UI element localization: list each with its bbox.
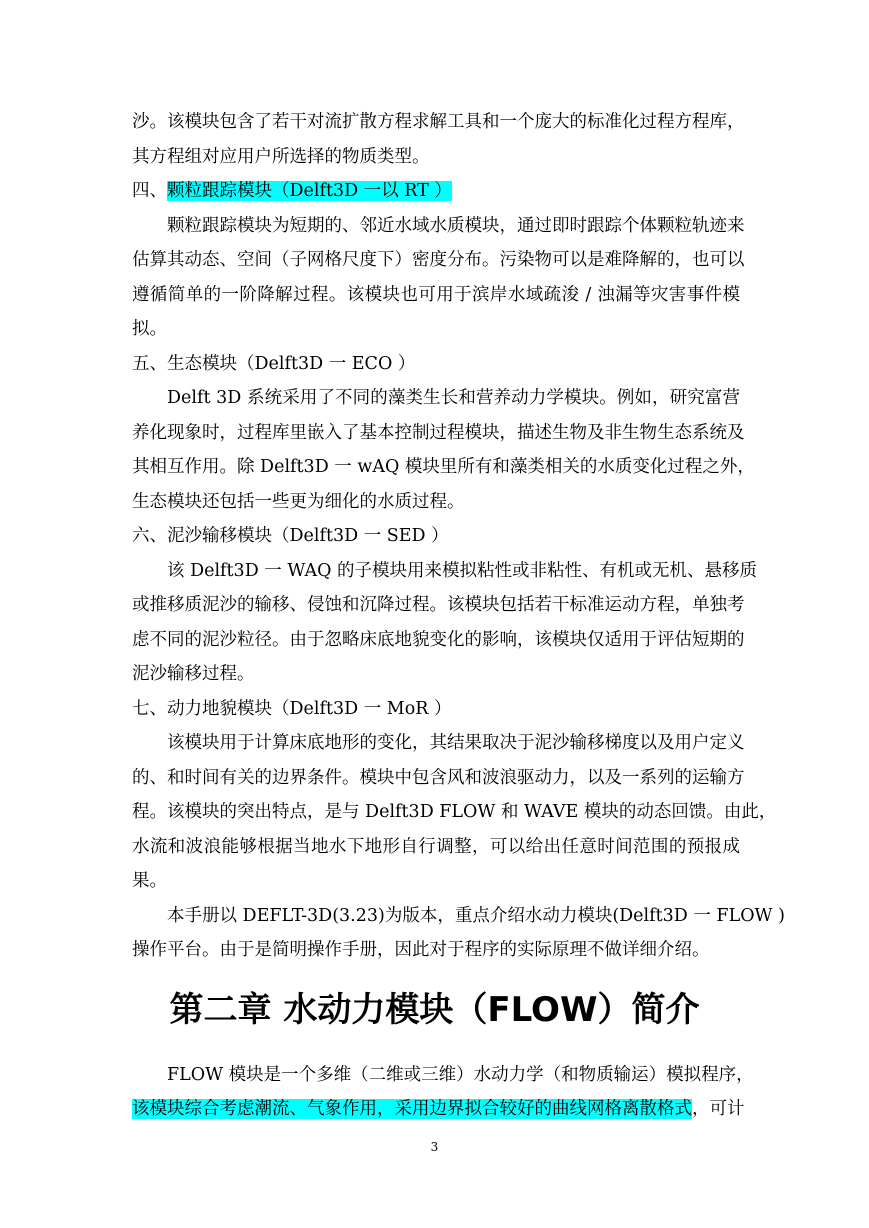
paragraph-line: 果。 xyxy=(132,871,167,891)
paragraph-line: 水流和波浪能够根据当地水下地形自行调整，可以给出任意时间范围的预报成 xyxy=(132,837,740,857)
paragraph-line: 本手册以 DEFLT-3D(3.23)为版本，重点介绍水动力模块(Delft3D 一 FLOW ) xyxy=(167,906,785,926)
section-heading-particle-tracking xyxy=(132,179,740,203)
paragraph-line: 养化现象时，过程库里嵌入了基本控制过程模块，描述生物及非生物生态系统及 xyxy=(132,423,745,443)
paragraph-line: Delft 3D 系统采用了不同的藻类生长和营养动力学模块。例如，研究富营 xyxy=(167,388,740,408)
paragraph-line: 的、和时间有关的边界条件。模块中包含风和波浪驱动力，以及一系列的运输方 xyxy=(132,768,745,788)
paragraph-line: 遵循简单的一阶降解过程。该模块也可用于滨岸水域疏浚 / 浊漏等灾害事件模 xyxy=(132,285,740,305)
page-number: 3 xyxy=(430,1140,439,1154)
section-heading-sediment: 六、泥沙输移模块（Delft3D 一 SED ） xyxy=(132,526,449,546)
paragraph-line: 生态模块还包括一些更为细化的水质过程。 xyxy=(132,492,465,512)
paragraph-line: 其相互作用。除 Delft3D 一 wAQ 模块里所有和藻类相关的水质变化过程之外， xyxy=(132,457,755,477)
paragraph-line: 拟。 xyxy=(132,319,167,339)
paragraph-line: 操作平台。由于是简明操作手册，因此对于程序的实际原理不做详细介绍。 xyxy=(132,940,710,960)
paragraph-line: 或推移质泥沙的输移、侵蚀和沉降过程。该模块包括若干标准运动方程，单独考 xyxy=(132,595,745,615)
paragraph-line: 程。该模块的突出特点，是与 Delft3D FLOW 和 WAVE 模块的动态回馈。由此， xyxy=(132,802,777,822)
section-heading-ecology: 五、生态模块（Delft3D 一 ECO ） xyxy=(132,354,416,374)
highlighted-text: 该模块综合考虑潮流、气象作用，采用边界拟合较好的曲线网格离散格式 xyxy=(132,1099,692,1119)
paragraph-line: 该 Delft3D 一 WAQ 的子模块用来模拟粘性或非粘性、有机或无机、悬移质 xyxy=(167,561,758,581)
heading-prefix: 四、 xyxy=(132,181,167,201)
highlighted-text: 颗粒跟踪模块（Delft3D 一以 RT ） xyxy=(167,181,452,201)
paragraph-line: 虑不同的泥沙粒径。由于忽略床底地貌变化的影响，该模块仅适用于评估短期的 xyxy=(132,630,745,650)
paragraph-line: 该模块用于计算床底地形的变化，其结果取决于泥沙输移梯度以及用户定义 xyxy=(167,733,745,753)
section-heading-morphology: 七、动力地貌模块（Delft3D 一 MoR ） xyxy=(132,699,452,719)
paragraph-line-highlighted xyxy=(132,1097,745,1121)
paragraph-line: 其方程组对应用户所选择的物质类型。 xyxy=(132,147,430,167)
paragraph-line: 泥沙输移过程。 xyxy=(132,664,255,684)
paragraph-line: 沙。该模块包含了若干对流扩散方程求解工具和一个庞大的标准化过程方程库， xyxy=(132,112,745,132)
chapter-title: 第二章 水动力模块（FLOW）简介 xyxy=(169,990,700,1030)
paragraph-line: FLOW 模块是一个多维（二维或三维）水动力学（和物质输运）模拟程序， xyxy=(167,1065,754,1085)
paragraph-line: 估算其动态、空间（子网格尺度下）密度分布。污染物可以是难降解的，也可以 xyxy=(132,250,745,270)
trailing-text: ，可计 xyxy=(692,1099,745,1119)
paragraph-line: 颗粒跟踪模块为短期的、邻近水域水质模块，通过即时跟踪个体颗粒轨迹来 xyxy=(167,216,745,236)
